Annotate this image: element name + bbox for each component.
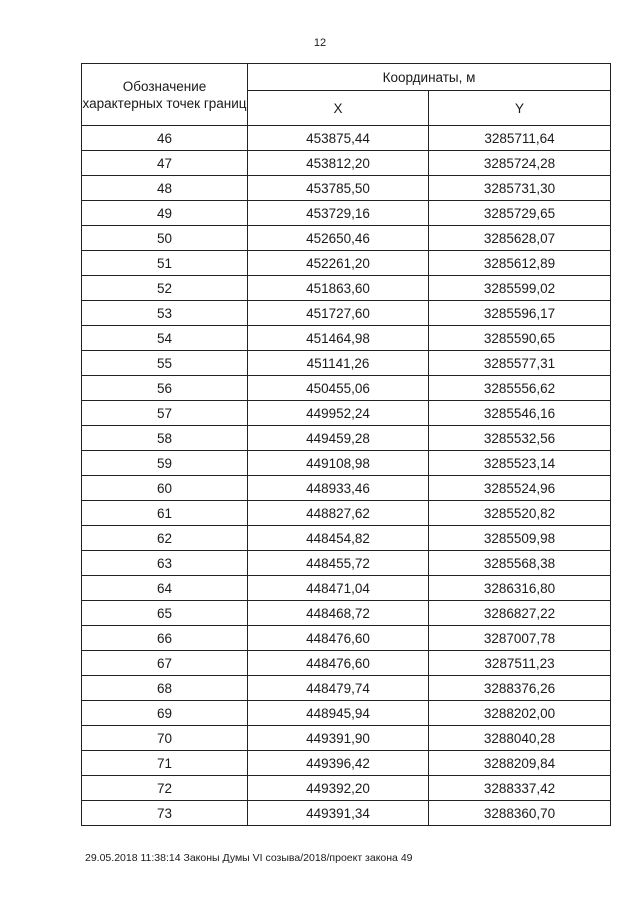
x-coordinate-cell: 448476,60	[248, 651, 429, 676]
point-id-cell: 58	[82, 426, 248, 451]
x-coordinate-cell: 451141,26	[248, 351, 429, 376]
point-id-cell: 60	[82, 476, 248, 501]
table-row	[82, 476, 611, 501]
y-column-header: Y	[429, 91, 611, 126]
point-id-cell: 48	[82, 176, 248, 201]
x-coordinate-cell: 449391,34	[248, 801, 429, 826]
table-row	[82, 601, 611, 626]
table-row	[82, 326, 611, 351]
y-coordinate-cell: 3285590,65	[429, 326, 611, 351]
point-id-cell: 63	[82, 551, 248, 576]
x-coordinate-cell: 449396,42	[248, 751, 429, 776]
x-coordinate-cell: 448455,72	[248, 551, 429, 576]
table-row	[82, 201, 611, 226]
table-header	[82, 64, 611, 126]
table-row	[82, 426, 611, 451]
point-id-cell: 61	[82, 501, 248, 526]
point-id-cell: 69	[82, 701, 248, 726]
y-coordinate-cell: 3288360,70	[429, 801, 611, 826]
x-coordinate-cell: 452261,20	[248, 251, 429, 276]
y-coordinate-cell: 3288337,42	[429, 776, 611, 801]
point-id-cell: 57	[82, 401, 248, 426]
table-row	[82, 701, 611, 726]
x-coordinate-cell: 451727,60	[248, 301, 429, 326]
y-coordinate-cell: 3288202,00	[429, 701, 611, 726]
x-coordinate-cell: 451464,98	[248, 326, 429, 351]
table-row	[82, 651, 611, 676]
x-coordinate-cell: 449391,90	[248, 726, 429, 751]
x-coordinate-cell: 448945,94	[248, 701, 429, 726]
x-coordinate-cell: 448471,04	[248, 576, 429, 601]
x-column-header: X	[248, 91, 429, 126]
table-row	[82, 226, 611, 251]
point-id-cell: 52	[82, 276, 248, 301]
y-coordinate-cell: 3285509,98	[429, 526, 611, 551]
y-coordinate-cell: 3287007,78	[429, 626, 611, 651]
table-row	[82, 801, 611, 826]
x-coordinate-cell: 448454,82	[248, 526, 429, 551]
table-row	[82, 376, 611, 401]
table-row	[82, 676, 611, 701]
point-column-header: Обозначение характерных точек границ	[82, 64, 248, 126]
point-id-cell: 53	[82, 301, 248, 326]
document-footer: 29.05.2018 11:38:14 Законы Думы VI созыва/2018/проект закона 49	[85, 852, 413, 864]
y-coordinate-cell: 3285599,02	[429, 276, 611, 301]
table-row	[82, 501, 611, 526]
y-coordinate-cell: 3286316,80	[429, 576, 611, 601]
table-row	[82, 776, 611, 801]
y-coordinate-cell: 3285568,38	[429, 551, 611, 576]
point-id-cell: 64	[82, 576, 248, 601]
point-id-cell: 56	[82, 376, 248, 401]
x-coordinate-cell: 453729,16	[248, 201, 429, 226]
point-id-cell: 54	[82, 326, 248, 351]
y-coordinate-cell: 3285524,96	[429, 476, 611, 501]
y-coordinate-cell: 3285532,56	[429, 426, 611, 451]
coordinates-table	[81, 63, 611, 826]
x-coordinate-cell: 449392,20	[248, 776, 429, 801]
table-row	[82, 176, 611, 201]
table-row	[82, 526, 611, 551]
table-body	[82, 126, 611, 826]
point-id-cell: 72	[82, 776, 248, 801]
coordinates-group-header: Координаты, м	[248, 64, 611, 91]
point-id-cell: 71	[82, 751, 248, 776]
point-id-cell: 66	[82, 626, 248, 651]
x-coordinate-cell: 448827,62	[248, 501, 429, 526]
point-id-cell: 55	[82, 351, 248, 376]
point-id-cell: 70	[82, 726, 248, 751]
x-coordinate-cell: 449952,24	[248, 401, 429, 426]
x-coordinate-cell: 450455,06	[248, 376, 429, 401]
y-coordinate-cell: 3285596,17	[429, 301, 611, 326]
x-coordinate-cell: 452650,46	[248, 226, 429, 251]
table-row	[82, 251, 611, 276]
table-row	[82, 401, 611, 426]
y-coordinate-cell: 3286827,22	[429, 601, 611, 626]
point-id-cell: 68	[82, 676, 248, 701]
table-row	[82, 626, 611, 651]
y-coordinate-cell: 3285729,65	[429, 201, 611, 226]
x-coordinate-cell: 448476,60	[248, 626, 429, 651]
y-coordinate-cell: 3285577,31	[429, 351, 611, 376]
y-coordinate-cell: 3288040,28	[429, 726, 611, 751]
x-coordinate-cell: 449108,98	[248, 451, 429, 476]
table-row	[82, 451, 611, 476]
y-coordinate-cell: 3285724,28	[429, 151, 611, 176]
y-coordinate-cell: 3285731,30	[429, 176, 611, 201]
table-row	[82, 351, 611, 376]
page-number: 12	[313, 37, 327, 49]
x-coordinate-cell: 453785,50	[248, 176, 429, 201]
table-row	[82, 126, 611, 151]
point-id-cell: 46	[82, 126, 248, 151]
point-id-cell: 59	[82, 451, 248, 476]
x-coordinate-cell: 453875,44	[248, 126, 429, 151]
y-coordinate-cell: 3285628,07	[429, 226, 611, 251]
x-coordinate-cell: 448479,74	[248, 676, 429, 701]
y-coordinate-cell: 3285520,82	[429, 501, 611, 526]
table-row	[82, 726, 611, 751]
table-row	[82, 151, 611, 176]
y-coordinate-cell: 3285711,64	[429, 126, 611, 151]
point-id-cell: 47	[82, 151, 248, 176]
point-id-cell: 51	[82, 251, 248, 276]
table-row	[82, 576, 611, 601]
table-row	[82, 551, 611, 576]
point-id-cell: 65	[82, 601, 248, 626]
table-row	[82, 751, 611, 776]
x-coordinate-cell: 448933,46	[248, 476, 429, 501]
y-coordinate-cell: 3285612,89	[429, 251, 611, 276]
x-coordinate-cell: 448468,72	[248, 601, 429, 626]
y-coordinate-cell: 3287511,23	[429, 651, 611, 676]
table-row	[82, 276, 611, 301]
x-coordinate-cell: 451863,60	[248, 276, 429, 301]
point-id-cell: 73	[82, 801, 248, 826]
y-coordinate-cell: 3285556,62	[429, 376, 611, 401]
table-row	[82, 301, 611, 326]
y-coordinate-cell: 3288376,26	[429, 676, 611, 701]
point-id-cell: 67	[82, 651, 248, 676]
point-id-cell: 49	[82, 201, 248, 226]
point-id-cell: 62	[82, 526, 248, 551]
x-coordinate-cell: 449459,28	[248, 426, 429, 451]
x-coordinate-cell: 453812,20	[248, 151, 429, 176]
point-id-cell: 50	[82, 226, 248, 251]
y-coordinate-cell: 3285546,16	[429, 401, 611, 426]
y-coordinate-cell: 3288209,84	[429, 751, 611, 776]
y-coordinate-cell: 3285523,14	[429, 451, 611, 476]
